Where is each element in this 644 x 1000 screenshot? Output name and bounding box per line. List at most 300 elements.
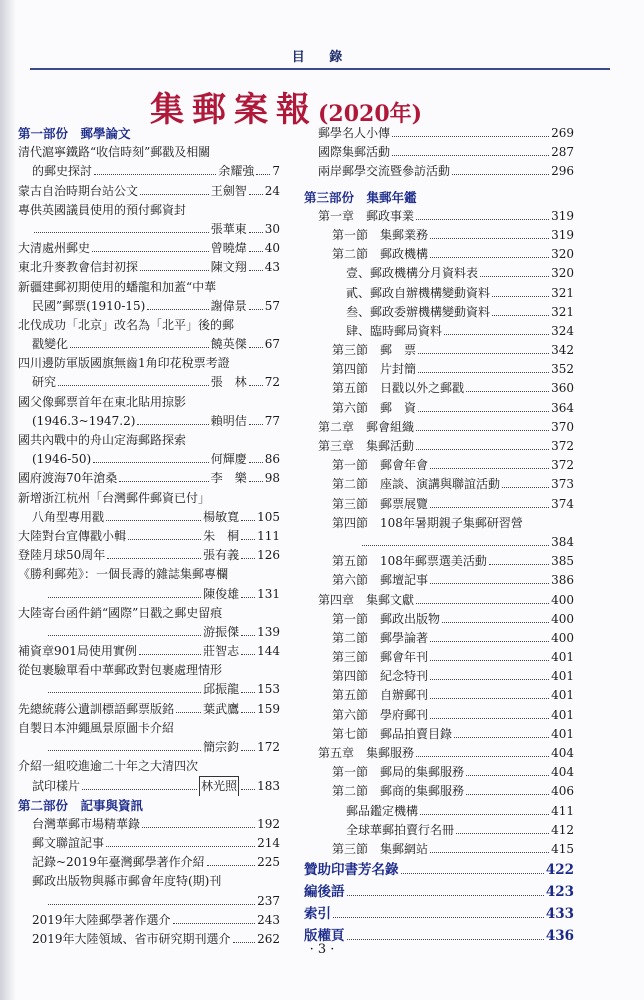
dot-leader xyxy=(70,347,209,348)
toc-row xyxy=(18,469,280,488)
toc-row xyxy=(304,226,574,245)
toc-row xyxy=(304,686,574,705)
dot-leader xyxy=(401,873,544,874)
toc-entry-title: 第二節 郵政機構 xyxy=(332,247,429,262)
toc-entry-page: 364 xyxy=(551,400,574,415)
header-rule xyxy=(30,68,610,70)
dot-leader xyxy=(392,136,549,137)
toc-entry-author: 謝偉景 xyxy=(210,298,247,313)
toc-entry-page: 384 xyxy=(551,534,574,549)
toc-row xyxy=(18,661,280,680)
toc-entry-title: 的郵史探討 xyxy=(32,164,93,179)
toc-entry-author: 賴明佶 xyxy=(210,413,247,428)
toc-entry-title: 肆、臨時郵局資料 xyxy=(346,323,443,338)
toc-entry-title: 戳變化 xyxy=(32,337,69,352)
toc-row xyxy=(18,604,280,623)
toc-entry-title: 第二節 郵學論著 xyxy=(332,630,429,645)
toc-entry-title: 四川邊防軍版國旗無齒1角印花稅票考證 xyxy=(18,356,230,371)
toc-entry-page: 237 xyxy=(257,893,280,908)
dot-leader xyxy=(430,852,549,853)
dot-leader xyxy=(466,794,549,795)
toc-row xyxy=(18,143,280,162)
toc-entry-title: 第七節 郵品拍賣目錄 xyxy=(332,726,453,741)
toc-entry-title: 郵學名人小傳 xyxy=(318,126,391,140)
toc-row xyxy=(304,648,574,667)
dot-leader xyxy=(140,194,209,195)
toc-row xyxy=(18,585,280,604)
dot-leader xyxy=(176,712,201,713)
toc-row xyxy=(18,278,280,297)
toc-entry-title: 大清處州郵史 xyxy=(18,241,91,256)
dot-leader xyxy=(249,481,263,482)
toc-row xyxy=(18,335,280,354)
toc-row xyxy=(304,264,574,283)
toc-row xyxy=(18,393,280,412)
toc-row xyxy=(18,124,280,143)
toc-row xyxy=(18,719,280,738)
dot-leader xyxy=(48,750,201,751)
toc-entry-title: 2019年大陸郵學著作選介 xyxy=(32,912,171,927)
dot-leader xyxy=(430,257,549,258)
toc-row xyxy=(18,776,280,795)
toc-entry-title: 兩岸郵學交流暨參訪活動 xyxy=(318,164,451,179)
toc-row xyxy=(304,610,574,629)
toc-entry-title: 第二節 郵商的集郵服務 xyxy=(332,784,465,799)
toc-entry-page: 131 xyxy=(257,586,280,601)
toc-row xyxy=(18,853,280,872)
dot-leader xyxy=(128,539,201,540)
toc-entry-page: 372 xyxy=(551,439,574,453)
toc-entry-author: 何輝慶 xyxy=(210,452,247,467)
toc-entry-page: 262 xyxy=(257,931,280,946)
toc-entry-title: 東北升麥教會信封初探 xyxy=(18,260,139,275)
toc-entry-title: 自製日本沖繩風景原圖卡介紹 xyxy=(18,720,175,735)
toc-row xyxy=(304,360,574,379)
dot-leader xyxy=(48,635,201,636)
toc-entry-author: 饒英傑 xyxy=(210,337,247,352)
section-heading: 第一部份 郵學論文 xyxy=(18,126,131,141)
dot-leader xyxy=(107,558,201,559)
toc-entry-author: 王劍智 xyxy=(210,183,247,198)
dot-leader xyxy=(416,449,549,450)
toc-row xyxy=(18,431,280,450)
dot-leader xyxy=(249,347,263,348)
toc-row xyxy=(304,821,574,840)
dot-leader xyxy=(106,846,255,847)
toc-entry-title: 第五節 108年郵票選美活動 xyxy=(332,554,487,569)
back-matter-title: 索引 xyxy=(304,906,331,923)
toc-entry-title: 第一節 郵政出版物 xyxy=(332,611,441,626)
toc-entry-title: 清代滬寧鐵路“收信時刻”郵戳及相關 xyxy=(18,145,211,160)
toc-row xyxy=(304,859,574,881)
toc-entry-title: 第一節 郵會年會 xyxy=(332,458,429,473)
toc-entry-title: 2019年大陸領域、省市研究期刊選介 xyxy=(32,931,231,946)
dot-leader xyxy=(48,904,255,905)
toc-entry-author: 張華東 xyxy=(210,221,247,236)
toc-entry-author: 簡宗鈞 xyxy=(203,740,240,754)
dot-leader xyxy=(58,385,209,386)
toc-entry-author: 林光照 xyxy=(199,776,239,795)
toc-entry-title: 介紹一組咬進逾二十年之大清四次 xyxy=(18,759,199,774)
toc-entry-page: 401 xyxy=(551,669,574,684)
dot-leader xyxy=(249,232,263,233)
toc-entry-title: 國際集郵活動 xyxy=(318,145,391,160)
toc-entry-page: 412 xyxy=(551,822,574,837)
toc-entry-page: 422 xyxy=(545,862,574,879)
toc-entry-page: 57 xyxy=(264,298,280,313)
toc-entry-title: 研究 xyxy=(32,375,57,390)
toc-entry-title: 登陸月球50周年 xyxy=(18,548,106,563)
toc-entry-page: 296 xyxy=(551,164,574,179)
toc-entry-page: 400 xyxy=(551,630,574,645)
toc-entry-page: 342 xyxy=(551,343,574,358)
toc-entry-page: 159 xyxy=(257,701,280,716)
toc-entry-page: 385 xyxy=(551,554,574,569)
toc-entry-author: 張 林 xyxy=(210,375,247,390)
toc-entry-author: 楊敏寬 xyxy=(203,509,240,524)
toc-entry-page: 404 xyxy=(551,746,574,760)
dot-leader xyxy=(48,597,201,598)
toc-entry-title: 國府渡海70年滄桑 xyxy=(18,471,118,486)
dot-leader xyxy=(142,827,255,828)
toc-entry-page: 406 xyxy=(551,784,574,799)
toc-entry-title: 蒙古自治時期台站公文 xyxy=(18,183,139,198)
toc-row xyxy=(304,399,574,418)
toc-row xyxy=(18,872,280,891)
toc-entry-page: 225 xyxy=(257,855,280,870)
title-year: (2020年) xyxy=(318,101,423,127)
dot-leader xyxy=(347,939,544,940)
toc-entry-page: 111 xyxy=(257,528,280,543)
toc-entry-title: 第六節 學府郵刊 xyxy=(332,707,429,722)
toc-entry-page: 411 xyxy=(551,803,574,818)
dot-leader xyxy=(249,194,263,195)
toc-row xyxy=(304,303,574,322)
toc-entry-title: 第六節 郵 資 xyxy=(332,400,417,415)
toc-entry-title: 壹、郵政機構分月資料表 xyxy=(346,266,479,281)
page-number: · 3 · xyxy=(309,942,335,957)
dot-leader xyxy=(333,917,544,918)
toc-entry-title: 民國”郵票(1910-15) xyxy=(32,298,146,313)
dot-leader xyxy=(241,750,255,751)
toc-entry-page: 433 xyxy=(545,906,574,923)
toc-row xyxy=(304,456,574,475)
dot-leader xyxy=(430,679,549,680)
toc-entry-title: 大陸對台宣傳戳小輯 xyxy=(18,528,127,543)
toc-entry-title: 叁、郵政委辦機構變動資料 xyxy=(346,304,491,319)
toc-row xyxy=(304,782,574,801)
dot-leader xyxy=(430,507,549,508)
toc-row xyxy=(18,738,280,757)
toc-entry-title: 第四章 集郵文獻 xyxy=(318,592,415,607)
toc-entry-title: 大陸寄台函件銷“國際”日戳之郵史留痕 xyxy=(18,605,223,620)
toc-row xyxy=(304,341,574,360)
toc-entry-page: 400 xyxy=(551,592,574,607)
dot-leader xyxy=(92,251,209,252)
toc-entry-page: 401 xyxy=(551,726,574,741)
toc-entry-title: 八角型專用戳 xyxy=(32,509,105,524)
toc-row xyxy=(304,514,574,533)
toc-entry-title: 北伐成功「北京」改名為「北平」後的郵 xyxy=(18,317,235,332)
dot-leader xyxy=(392,155,549,156)
dot-leader xyxy=(362,545,549,546)
dot-leader xyxy=(106,520,201,521)
dot-leader xyxy=(241,635,255,636)
toc-row xyxy=(18,911,280,930)
dot-leader xyxy=(416,430,549,431)
toc-row xyxy=(18,815,280,834)
toc-row xyxy=(18,162,280,181)
toc-entry-title: 郵政出版物與縣市郵會年度特(期)刊 xyxy=(32,874,222,889)
dot-leader xyxy=(48,692,201,693)
toc-entry-page: 372 xyxy=(551,458,574,473)
toc-entry-title: 先總統蔣公遺訓標語郵票版銘 xyxy=(18,701,175,716)
dot-leader xyxy=(139,654,201,655)
toc-entry-author: 陳俊雄 xyxy=(203,586,240,601)
toc-row xyxy=(304,744,574,763)
toc-row xyxy=(304,903,574,925)
toc-entry-title: 台灣華郵市場精華錄 xyxy=(32,816,141,831)
toc-row xyxy=(18,354,280,373)
dot-leader xyxy=(241,539,255,540)
toc-entry-title: 貳、郵政自辦機構變動資料 xyxy=(346,285,491,300)
toc-entry-title: 第三節 郵會年刊 xyxy=(332,650,429,665)
toc-entry-author: 邱振龍 xyxy=(203,682,240,697)
toc-row xyxy=(304,124,574,143)
toc-entry-title: 第四節 紀念特刊 xyxy=(332,669,429,684)
toc-entry-title: 第三節 郵票展覽 xyxy=(332,496,429,511)
toc-entry-title: 第五節 自辦郵刊 xyxy=(332,688,429,703)
toc-entry-page: 98 xyxy=(264,471,280,486)
toc-entry-title: 第四節 108年暑期親子集郵研習營 xyxy=(332,515,523,530)
dot-leader xyxy=(430,468,549,469)
toc-entry-page: 30 xyxy=(264,221,280,236)
dot-leader xyxy=(241,520,255,521)
toc-entry-page: 86 xyxy=(264,452,280,467)
toc-entry-page: 126 xyxy=(257,548,280,563)
dot-leader xyxy=(173,923,256,924)
toc-row xyxy=(18,546,280,565)
dot-leader xyxy=(249,251,263,252)
toc-entry-page: 172 xyxy=(257,740,280,754)
toc-entry-page: 269 xyxy=(551,126,574,140)
toc-row xyxy=(304,495,574,514)
toc-entry-page: 320 xyxy=(551,266,574,281)
dot-leader xyxy=(241,558,255,559)
toc-row xyxy=(18,892,280,911)
toc-entry-title: 第四節 片封簡 xyxy=(332,362,417,377)
dot-leader xyxy=(430,583,549,584)
toc-entry-page: 319 xyxy=(551,227,574,242)
toc-row xyxy=(18,489,280,508)
dot-leader xyxy=(466,391,549,392)
toc-row xyxy=(18,220,280,239)
dot-leader xyxy=(256,174,270,175)
dot-leader xyxy=(249,424,263,425)
section-heading: 第二部份 記事與資訊 xyxy=(18,797,144,813)
dot-leader xyxy=(442,622,549,623)
toc-entry-page: 370 xyxy=(551,419,574,434)
toc-entry-title: 第六節 郵壇記事 xyxy=(332,573,429,588)
toc-entry-title: 第三節 集郵網站 xyxy=(332,841,429,856)
toc-row xyxy=(304,629,574,648)
toc-row xyxy=(304,706,574,725)
toc-entry-page: 72 xyxy=(264,375,280,390)
toc-row xyxy=(304,591,574,610)
dot-leader xyxy=(147,309,208,310)
toc-row xyxy=(304,379,574,398)
toc-row xyxy=(304,881,574,903)
toc-entry-page: 319 xyxy=(551,208,574,223)
toc-entry-author: 李 樂 xyxy=(210,471,247,486)
toc-entry-title: 第三節 郵 票 xyxy=(332,343,417,358)
dot-leader xyxy=(492,315,549,316)
toc-entry-page: 401 xyxy=(551,650,574,665)
dot-leader xyxy=(249,462,263,463)
toc-entry-page: 77 xyxy=(264,413,280,428)
dot-leader xyxy=(456,833,549,834)
toc-entry-page: 43 xyxy=(264,260,280,275)
toc-row xyxy=(304,552,574,571)
toc-entry-page: 144 xyxy=(257,644,280,659)
dot-leader xyxy=(492,296,549,297)
toc-row xyxy=(18,297,280,316)
toc-entry-page: 404 xyxy=(551,765,574,780)
dot-leader xyxy=(241,789,255,790)
toc-entry-title: 第一節 郵局的集郵服務 xyxy=(332,765,465,780)
toc-entry-author: 朱 桐 xyxy=(203,528,240,543)
toc-row xyxy=(304,143,574,162)
toc-entry-title: 記錄~2019年臺灣郵學著作介紹 xyxy=(32,855,205,870)
toc-row xyxy=(18,642,280,661)
toc-right-column xyxy=(304,124,574,947)
dot-leader xyxy=(502,487,549,488)
dot-leader xyxy=(137,424,208,425)
dot-leader xyxy=(241,654,255,655)
toc-entry-title: (1946.3~1947.2) xyxy=(32,413,136,428)
toc-left-column xyxy=(18,124,280,949)
dot-leader xyxy=(489,564,549,565)
toc-entry-page: 352 xyxy=(551,362,574,377)
dot-leader xyxy=(480,276,549,277)
dot-leader xyxy=(140,270,209,271)
toc-entry-page: 214 xyxy=(257,835,280,850)
toc-entry-title: 國父像郵票首年在東北貼用掠影 xyxy=(18,394,187,409)
toc-entry-title: 補資章901局使用實例 xyxy=(18,644,137,659)
toc-row xyxy=(18,834,280,853)
toc-row xyxy=(18,450,280,469)
toc-entry-page: 243 xyxy=(257,912,280,927)
dot-leader xyxy=(452,174,549,175)
toc-entry-page: 321 xyxy=(551,285,574,300)
dot-leader xyxy=(416,603,549,604)
toc-entry-title: 全球華郵拍賣行名冊 xyxy=(346,822,455,837)
dot-leader xyxy=(94,174,216,175)
toc-row xyxy=(304,207,574,226)
toc-entry-page: 373 xyxy=(551,477,574,492)
back-matter-title: 編後語 xyxy=(304,884,345,901)
toc-entry-page: 401 xyxy=(551,707,574,722)
dot-leader xyxy=(249,385,263,386)
dot-leader xyxy=(430,641,549,642)
header-title: 目 錄 xyxy=(291,50,353,65)
toc-row xyxy=(304,571,574,590)
dot-leader xyxy=(418,411,549,412)
toc-entry-author: 曾曉煒 xyxy=(210,241,247,256)
toc-row xyxy=(304,162,574,181)
toc-row xyxy=(304,475,574,494)
toc-entry-title: 第二章 郵會組織 xyxy=(318,419,415,434)
toc-entry-page: 360 xyxy=(551,381,574,396)
toc-entry-title: 《勝利郵苑》：一個長壽的雜誌集郵專欄 xyxy=(18,567,229,582)
toc-row xyxy=(304,284,574,303)
toc-entry-title: (1946-50) xyxy=(32,452,92,467)
dot-leader xyxy=(430,238,549,239)
toc-entry-title: 新增浙江杭州「台灣郵件郵資已付」 xyxy=(18,490,211,505)
dot-leader xyxy=(93,462,208,463)
toc-row xyxy=(18,527,280,546)
toc-entry-page: 24 xyxy=(264,183,280,198)
toc-entry-title: 郵品鑑定機構 xyxy=(346,803,419,818)
toc-entry-page: 183 xyxy=(257,779,280,794)
dot-leader xyxy=(416,219,549,220)
dot-leader xyxy=(430,698,549,699)
toc-entry-page: 436 xyxy=(545,928,574,945)
toc-entry-title: 從包裹驗單看中華郵政對包裹處理情形 xyxy=(18,663,223,678)
title-text: 集郵案報 xyxy=(150,90,318,130)
toc-entry-page: 386 xyxy=(551,573,574,588)
toc-entry-page: 400 xyxy=(551,611,574,626)
dot-leader xyxy=(430,660,549,661)
toc-row xyxy=(18,680,280,699)
toc-entry-author: 葉武鷹 xyxy=(203,701,240,716)
toc-entry-page: 401 xyxy=(551,688,574,703)
toc-entry-author: 莊智志 xyxy=(203,644,240,659)
dot-leader xyxy=(241,597,255,598)
toc-row xyxy=(304,667,574,686)
dot-leader xyxy=(207,865,255,866)
toc-row xyxy=(18,700,280,719)
toc-entry-page: 139 xyxy=(257,624,280,639)
toc-entry-page: 287 xyxy=(551,145,574,160)
toc-row xyxy=(18,182,280,201)
toc-entry-title: 第二節 座談、演講與聯誼活動 xyxy=(332,477,501,492)
page-edge-shadow xyxy=(0,0,16,1000)
dot-leader xyxy=(454,737,549,738)
toc-entry-title: 第五章 集郵服務 xyxy=(318,746,415,760)
toc-row xyxy=(18,796,280,815)
toc-entry-title: 第三章 集郵活動 xyxy=(318,439,415,453)
toc-entry-title: 第五節 日戳以外之郵戳 xyxy=(332,381,465,396)
toc-row xyxy=(304,533,574,552)
toc-entry-title: 試印樣片 xyxy=(32,779,81,794)
back-matter-title: 版權頁 xyxy=(304,928,345,945)
toc-entry-page: 105 xyxy=(257,509,280,524)
dot-leader xyxy=(82,789,197,790)
toc-row xyxy=(18,757,280,776)
toc-entry-page: 374 xyxy=(551,496,574,511)
toc-entry-page: 67 xyxy=(264,337,280,352)
dot-leader xyxy=(416,756,549,757)
toc-entry-title: 新疆建郵初期使用的蟠龍和加蓋“中華 xyxy=(18,279,217,294)
dot-leader xyxy=(418,353,549,354)
toc-entry-author: 余耀強 xyxy=(218,164,255,179)
toc-entry-page: 321 xyxy=(551,304,574,319)
dot-leader xyxy=(420,814,549,815)
toc-entry-author: 張有義 xyxy=(203,548,240,563)
toc-entry-title: 第一章 郵政事業 xyxy=(318,208,415,223)
dot-leader xyxy=(347,895,544,896)
